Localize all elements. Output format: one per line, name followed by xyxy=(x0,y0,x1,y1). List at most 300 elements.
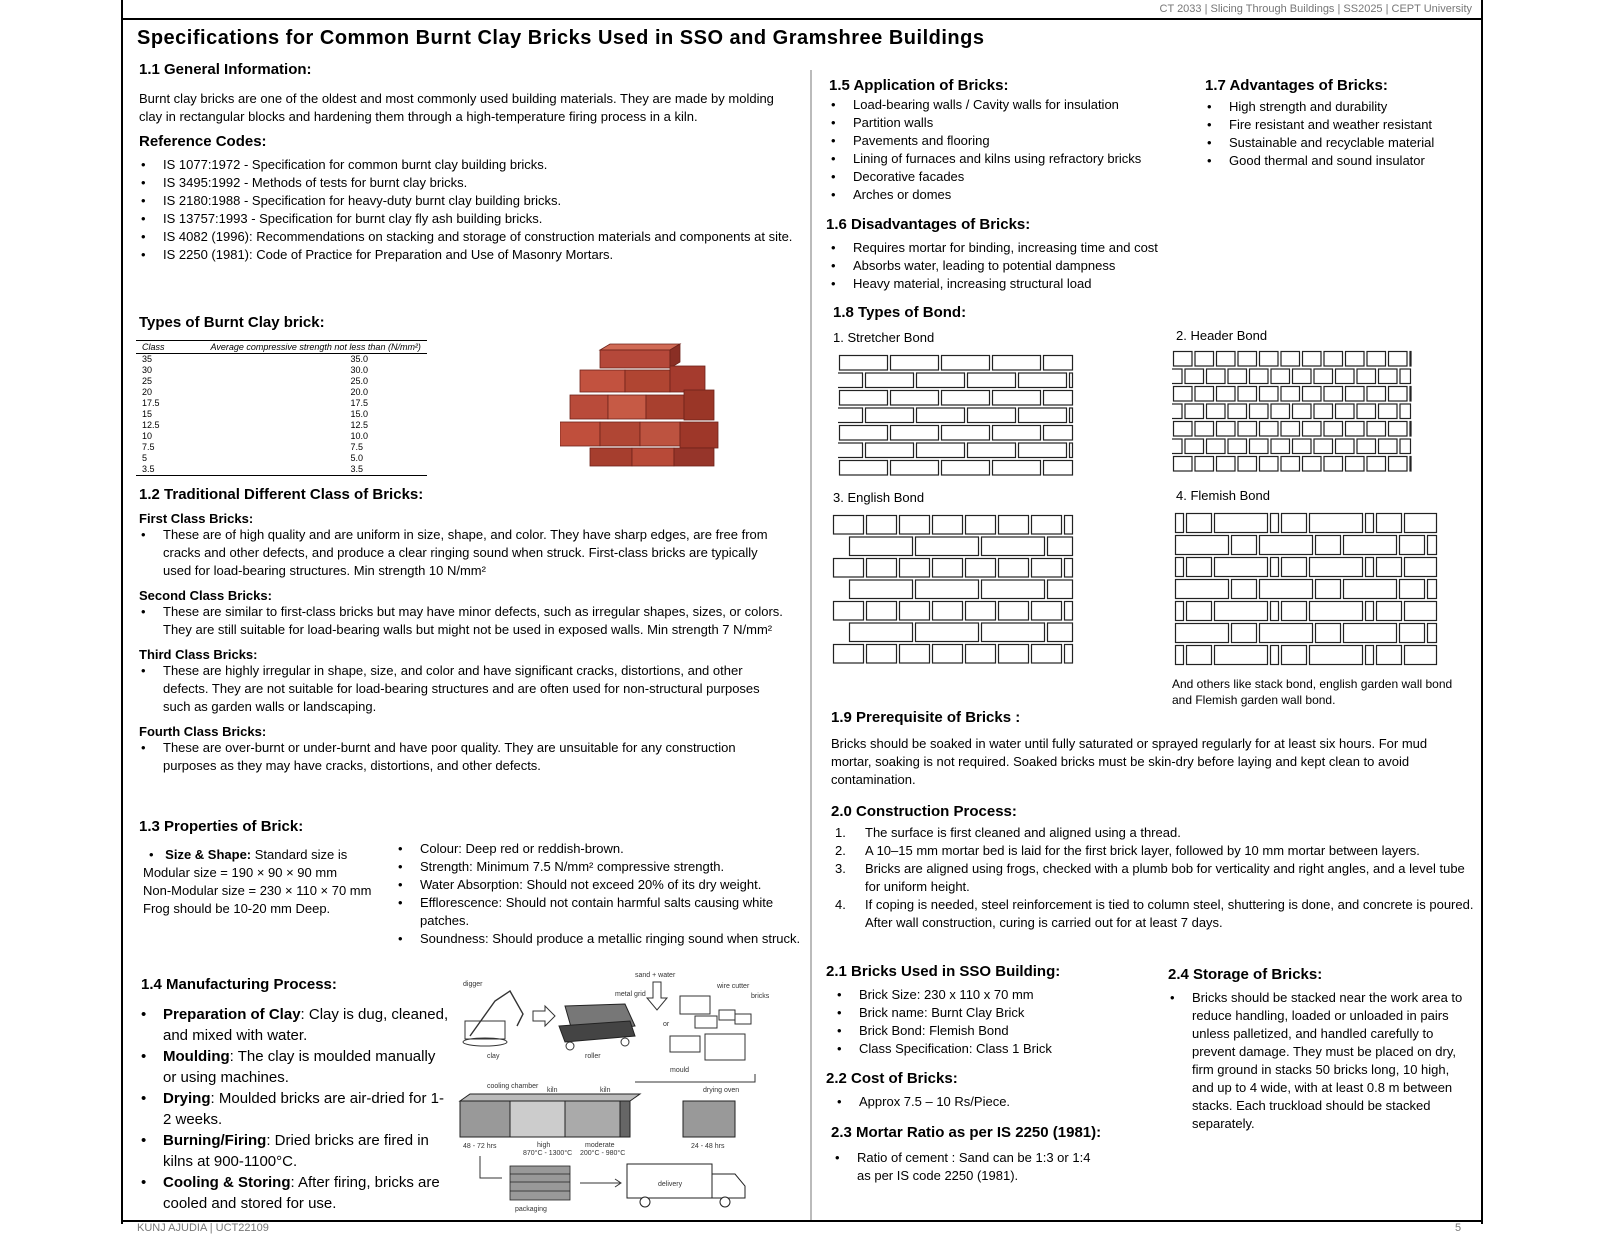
brick xyxy=(933,645,963,664)
manufacturing-diagram xyxy=(455,966,795,1218)
brick xyxy=(1271,646,1279,665)
brick xyxy=(838,408,863,423)
section-disadvantages xyxy=(826,216,1229,293)
section-manufacturing xyxy=(141,976,337,993)
brick xyxy=(840,391,888,406)
class-cell: 35 xyxy=(142,354,153,364)
sso-bricks-list xyxy=(835,986,1135,1058)
brick xyxy=(1187,514,1212,533)
brick xyxy=(982,580,1045,599)
table-row xyxy=(136,453,427,464)
step-number: 4. xyxy=(835,897,846,912)
brick xyxy=(1400,624,1425,643)
brick xyxy=(916,537,979,556)
label-delivery: delivery xyxy=(658,1181,683,1188)
property-item: • Water Absorption: Should not exceed 20% of its dry weight. xyxy=(396,876,804,894)
class-strength-table xyxy=(136,340,427,476)
brick xyxy=(891,391,939,406)
section-bonds xyxy=(833,304,966,321)
class-cell: 12.5 xyxy=(142,420,160,430)
types-heading-text: Types of Burnt Clay brick: xyxy=(139,314,325,331)
brick xyxy=(1176,536,1229,555)
label-or: or xyxy=(663,1021,670,1028)
brick xyxy=(1410,387,1411,402)
cost-list xyxy=(835,1093,1135,1111)
bond-label-header: 2. Header Bond xyxy=(1176,328,1268,343)
brick-pile-image xyxy=(560,340,730,470)
strength-cell: 35.0 xyxy=(350,354,369,364)
brick xyxy=(1260,422,1279,437)
step-label: Cooling & Storing xyxy=(163,1174,291,1191)
brick xyxy=(1293,404,1312,419)
brick xyxy=(1260,387,1279,402)
label-drying-oven: drying oven xyxy=(703,1087,740,1094)
brick xyxy=(1250,439,1269,454)
class-cell: 20 xyxy=(142,387,153,397)
class-cell: 25 xyxy=(142,376,153,386)
brick xyxy=(1310,514,1363,533)
section-heading: 1.1 General Information: xyxy=(139,61,312,78)
step-text: : Moulded bricks are air-dried for 1-2 weeks. xyxy=(163,1090,444,1128)
brick xyxy=(1271,404,1290,419)
label-high: high xyxy=(537,1142,551,1149)
brick xyxy=(1232,624,1257,643)
brick xyxy=(1366,646,1374,665)
brick xyxy=(917,408,965,423)
class-cell: 7.5 xyxy=(142,442,155,452)
size-shape-value: Standard size is xyxy=(254,847,348,862)
brick xyxy=(1044,426,1073,441)
step-text: Bricks are aligned using frogs, checked with a plumb bob for verticality and right angles, and a level tube for uniform height. xyxy=(865,861,1465,894)
brick xyxy=(840,461,888,476)
brick xyxy=(1379,369,1398,384)
brick xyxy=(1367,352,1386,367)
brick xyxy=(1281,422,1300,437)
section-heading: 2.2 Cost of Bricks: xyxy=(826,1070,958,1087)
class-cell: 10 xyxy=(142,431,153,441)
brick xyxy=(866,408,914,423)
brick xyxy=(1379,439,1398,454)
step-number: 1. xyxy=(835,825,846,840)
brick xyxy=(1187,646,1212,665)
brick xyxy=(1316,624,1341,643)
application-item: • Partition walls xyxy=(829,114,1189,132)
step-text: If coping is needed, steel reinforcement is tied to column steel, shuttering is done, and concrete is poured. After wall construction, curing is carried out for at least 7 days. xyxy=(865,897,1474,930)
brick xyxy=(1195,422,1214,437)
step-text: A 10–15 mm mortar bed is laid for the first brick layer, followed by 10 mm mortar between layers. xyxy=(865,843,1420,858)
storage-item: • Bricks should be stacked near the work area to reduce handling, loaded or unloaded in pairs unless palletized, and handled carefully to prevent damage. They must be placed on dry, firm ground in stacks 50 bricks long, 10 high, and up to 4 wide, with at least 0.8 m between stacks. Each truckload should be stacked separately. xyxy=(1168,989,1468,1133)
brick xyxy=(1215,646,1268,665)
section-prerequisite xyxy=(831,709,1471,789)
brick xyxy=(1271,439,1290,454)
brick xyxy=(1217,387,1236,402)
brick xyxy=(966,559,996,578)
brick xyxy=(1324,352,1343,367)
brick xyxy=(1176,646,1184,665)
brick-class-text: • These are highly irregular in shape, size, and color and have significant cracks, distortions, and other defects. They are not suitable for load-bearing structures and are often used for non-structural purposes such as garden walls or landscaping. xyxy=(139,662,789,716)
brick xyxy=(1282,514,1307,533)
brick xyxy=(1217,422,1236,437)
brick xyxy=(867,559,897,578)
table-row xyxy=(136,431,427,442)
brick xyxy=(1366,514,1374,533)
brick xyxy=(1346,422,1365,437)
brick xyxy=(993,426,1041,441)
brick xyxy=(1174,422,1193,437)
brick xyxy=(1357,404,1376,419)
brick xyxy=(900,559,930,578)
strength-cell: 7.5 xyxy=(350,442,364,452)
brick xyxy=(1207,439,1226,454)
section-class-of-bricks xyxy=(139,486,789,775)
brick xyxy=(1344,536,1397,555)
brick xyxy=(1044,391,1073,406)
mortar-list xyxy=(833,1149,1103,1185)
construction-step xyxy=(831,824,1476,842)
english-bond-diagram xyxy=(832,514,1074,670)
brick xyxy=(1324,457,1343,472)
brick xyxy=(1172,369,1182,384)
brick xyxy=(1207,369,1226,384)
class-cell: 17.5 xyxy=(142,398,160,408)
brick xyxy=(1379,404,1398,419)
table-header-class: Class xyxy=(136,341,171,354)
class-cell: 5 xyxy=(142,453,148,463)
step-label: Moulding xyxy=(163,1048,230,1065)
brick xyxy=(1400,439,1411,454)
brick xyxy=(1019,373,1067,388)
section-heading: 1.4 Manufacturing Process: xyxy=(141,976,337,993)
header-bond-diagram xyxy=(1172,350,1412,474)
storage-list xyxy=(1168,989,1468,1133)
strength-cell: 3.5 xyxy=(171,464,427,476)
brick xyxy=(1228,369,1247,384)
brick xyxy=(1065,559,1073,578)
label-high-temp: 870°C - 1300°C xyxy=(523,1150,573,1157)
label-moderate: moderate xyxy=(585,1142,615,1149)
disadvantages-list xyxy=(829,239,1229,293)
section-heading: 2.1 Bricks Used in SSO Building: xyxy=(826,963,1061,980)
brick xyxy=(1405,602,1437,621)
page-header: CT 2033 | Slicing Through Buildings | SS2025 | CEPT University xyxy=(1159,3,1472,15)
brick xyxy=(1250,404,1269,419)
brick xyxy=(900,516,930,535)
brick xyxy=(900,602,930,621)
brick xyxy=(942,461,990,476)
brick xyxy=(1260,457,1279,472)
label-moderate-temp: 200°C - 980°C xyxy=(580,1150,626,1157)
brick xyxy=(993,391,1041,406)
brick xyxy=(1176,558,1184,577)
mortar-item: • Ratio of cement : Sand can be 1:3 or 1:4 as per IS code 2250 (1981). xyxy=(833,1149,1103,1185)
strength-cell: 12.5 xyxy=(350,420,369,430)
brick xyxy=(1185,404,1204,419)
brick xyxy=(1232,536,1257,555)
brick xyxy=(1260,352,1279,367)
brick xyxy=(1195,457,1214,472)
brick xyxy=(1185,439,1204,454)
label-kiln-2: kiln xyxy=(600,1087,611,1094)
brick xyxy=(838,443,863,458)
brick xyxy=(942,356,990,371)
brick xyxy=(933,559,963,578)
brick xyxy=(1065,645,1073,664)
reference-code-item: • IS 2250 (1981): Code of Practice for Preparation and Use of Masonry Mortars. xyxy=(139,246,804,264)
brick xyxy=(1346,352,1365,367)
brick xyxy=(1044,461,1073,476)
table-row xyxy=(136,420,427,431)
reference-codes-list xyxy=(139,156,804,264)
brick xyxy=(1065,602,1073,621)
brick xyxy=(1377,646,1402,665)
brick xyxy=(966,602,996,621)
brick xyxy=(999,559,1029,578)
brick xyxy=(866,443,914,458)
brick xyxy=(999,602,1029,621)
disadvantage-item: • Heavy material, increasing structural load xyxy=(829,275,1229,293)
stretcher-bond-diagram xyxy=(838,354,1074,478)
label-clay: clay xyxy=(487,1053,500,1060)
brick xyxy=(1070,373,1073,388)
brick xyxy=(1357,439,1376,454)
brick xyxy=(1232,580,1257,599)
brick xyxy=(1282,558,1307,577)
advantage-item: • High strength and durability xyxy=(1205,98,1465,116)
general-info-text: Burnt clay bricks are one of the oldest and most commonly used building materials. They are made by molding clay in rectangular blocks and hardening them through a high-temperature firing process in a kiln. xyxy=(139,91,774,124)
brick xyxy=(867,645,897,664)
step-number: 2. xyxy=(835,843,846,858)
brick xyxy=(1314,439,1333,454)
brick xyxy=(1303,457,1322,472)
section-heading: 2.4 Storage of Bricks: xyxy=(1168,966,1323,983)
brick xyxy=(1260,536,1313,555)
brick xyxy=(933,516,963,535)
brick xyxy=(838,373,863,388)
brick-class-description xyxy=(139,662,789,716)
brick xyxy=(1316,536,1341,555)
table-row xyxy=(136,398,427,409)
brick xyxy=(1400,536,1425,555)
brick xyxy=(1310,558,1363,577)
brick xyxy=(1281,387,1300,402)
bond-label-english: 3. English Bond xyxy=(833,490,925,505)
manufacturing-step xyxy=(139,1004,449,1046)
brick xyxy=(1336,369,1355,384)
brick xyxy=(982,623,1045,642)
brick xyxy=(1405,646,1437,665)
brick xyxy=(1228,439,1247,454)
section-heading: 1.8 Types of Bond: xyxy=(833,304,967,321)
property-item: • Soundness: Should produce a metallic ringing sound when struck. xyxy=(396,930,804,948)
section-heading: 1.5 Application of Bricks: xyxy=(829,77,1009,94)
property-item: • Strength: Minimum 7.5 N/mm² compressive strength. xyxy=(396,858,804,876)
label-time-2: 24 - 48 hrs xyxy=(691,1143,725,1150)
bond-label-stretcher: 1. Stretcher Bond xyxy=(833,330,935,345)
brick xyxy=(982,537,1045,556)
brick xyxy=(1228,404,1247,419)
construction-step xyxy=(831,860,1476,896)
step-text: : After firing, bricks are cooled and stored for use. xyxy=(163,1174,440,1212)
brick-class-description xyxy=(139,739,789,775)
property-item: • Efflorescence: Should not contain harmful salts causing white patches. xyxy=(396,894,804,930)
manufacturing-step xyxy=(139,1088,449,1130)
brick xyxy=(1070,408,1073,423)
table-row xyxy=(136,376,427,387)
brick xyxy=(1215,514,1268,533)
brick xyxy=(1336,404,1355,419)
section-sso-bricks xyxy=(826,963,1135,1058)
brick xyxy=(1405,514,1437,533)
section-heading: 1.9 Prerequisite of Bricks : xyxy=(831,709,1021,726)
section-storage xyxy=(1168,966,1468,1133)
brick xyxy=(1346,387,1365,402)
application-item: • Arches or domes xyxy=(829,186,1189,204)
brick xyxy=(1367,422,1386,437)
section-heading: 1.6 Disadvantages of Bricks: xyxy=(826,216,1031,233)
section-heading: 1.2 Traditional Different Class of Bricks: xyxy=(139,486,424,503)
brick xyxy=(942,426,990,441)
brick xyxy=(1238,457,1257,472)
strength-cell: 30.0 xyxy=(350,365,369,375)
section-heading: 1.3 Properties of Brick: xyxy=(139,818,304,835)
step-number: 3. xyxy=(835,861,846,876)
sso-brick-item: • Brick Size: 230 x 110 x 70 mm xyxy=(835,986,1135,1004)
brick xyxy=(1176,624,1229,643)
label-mould: mould xyxy=(670,1067,690,1074)
manufacturing-step xyxy=(139,1172,449,1214)
brick xyxy=(891,461,939,476)
brick xyxy=(1366,558,1374,577)
reference-code-item: • IS 4082 (1996): Recommendations on stacking and storage of construction materials and components at site. xyxy=(139,228,804,246)
advantage-item: • Fire resistant and weather resistant xyxy=(1205,116,1465,134)
label-packaging: packaging xyxy=(515,1206,547,1213)
brick xyxy=(1389,352,1408,367)
brick xyxy=(993,461,1041,476)
class-cell: 30 xyxy=(142,365,153,375)
label-roller: roller xyxy=(585,1053,601,1060)
brick xyxy=(1336,439,1355,454)
section-mortar xyxy=(831,1124,1103,1185)
disadvantage-item: • Absorbs water, leading to potential dampness xyxy=(829,257,1229,275)
brick xyxy=(933,602,963,621)
brick xyxy=(891,356,939,371)
section-heading: 2.3 Mortar Ratio as per IS 2250 (1981): xyxy=(831,1124,1102,1141)
step-text: : Dried bricks are fired in kilns at 900-1100°C. xyxy=(163,1132,429,1170)
construction-steps xyxy=(831,824,1476,932)
brick xyxy=(1410,352,1411,367)
brick xyxy=(866,373,914,388)
brick xyxy=(1176,514,1184,533)
advantage-item: • Sustainable and recyclable material xyxy=(1205,134,1465,152)
brick xyxy=(1174,387,1193,402)
brick xyxy=(1377,558,1402,577)
brick xyxy=(1238,422,1257,437)
brick xyxy=(917,443,965,458)
brick xyxy=(1357,369,1376,384)
bond-label-flemish: 4. Flemish Bond xyxy=(1176,488,1270,503)
brick xyxy=(1367,457,1386,472)
brick-class-name: Fourth Class Bricks: xyxy=(139,724,267,739)
brick xyxy=(1172,439,1182,454)
brick xyxy=(1065,516,1073,535)
construction-step xyxy=(831,842,1476,860)
brick xyxy=(1176,602,1184,621)
brick xyxy=(1346,457,1365,472)
advantage-item: • Good thermal and sound insulator xyxy=(1205,152,1465,170)
brick xyxy=(1410,422,1411,437)
brick xyxy=(993,356,1041,371)
brick xyxy=(1032,559,1062,578)
brick xyxy=(1389,457,1408,472)
brick xyxy=(1410,457,1411,472)
brick-class-text: • These are similar to first-class bricks but may have minor defects, such as irregular shapes, sizes, or colors. They are still suitable for load-bearing walls but might not be used in exposed walls. Min strength 7 N/mm² xyxy=(139,603,789,639)
brick xyxy=(999,516,1029,535)
table-row xyxy=(136,464,427,476)
brick xyxy=(1048,580,1073,599)
brick xyxy=(1324,387,1343,402)
brick xyxy=(1310,646,1363,665)
step-text: : Clay is dug, cleaned, and mixed with water. xyxy=(163,1006,449,1044)
properties-list xyxy=(396,840,804,948)
brick xyxy=(1303,387,1322,402)
brick xyxy=(850,537,913,556)
brick-class-description xyxy=(139,526,789,580)
table-row xyxy=(136,365,427,376)
label-metal-grid: metal grid xyxy=(615,991,646,998)
brick xyxy=(1377,514,1402,533)
brick-class-description xyxy=(139,603,789,639)
brick xyxy=(867,602,897,621)
brick xyxy=(1282,646,1307,665)
brick xyxy=(850,580,913,599)
brick xyxy=(1282,602,1307,621)
class-cell: 15 xyxy=(142,409,153,419)
brick xyxy=(834,645,864,664)
brick xyxy=(900,645,930,664)
size-line: Modular size = 190 × 90 × 90 mm xyxy=(143,865,338,880)
brick xyxy=(1260,624,1313,643)
size-shape-label: Size & Shape: xyxy=(165,847,252,862)
cost-item: • Approx 7.5 – 10 Rs/Piece. xyxy=(835,1093,1135,1111)
footer-author: KUNJ AJUDIA | UCT22109 xyxy=(137,1222,269,1234)
strength-cell: 25.0 xyxy=(350,376,369,386)
brick xyxy=(1070,443,1073,458)
section-general-info xyxy=(139,61,799,264)
brick xyxy=(1172,404,1182,419)
section-heading: 2.0 Construction Process: xyxy=(831,803,1017,820)
sso-brick-item: • Class Specification: Class 1 Brick xyxy=(835,1040,1135,1058)
brick xyxy=(1217,352,1236,367)
table-row xyxy=(136,409,427,420)
brick xyxy=(1303,422,1322,437)
step-label: Preparation of Clay xyxy=(163,1006,301,1023)
manufacturing-steps xyxy=(139,1004,449,1214)
size-line: Frog should be 10-20 mm Deep. xyxy=(143,901,331,916)
brick-class-text: • These are over-burnt or under-burnt and have poor quality. They are unsuitable for any construction purposes as they may have cracks, distortions, and other defects. xyxy=(139,739,789,775)
brick xyxy=(966,645,996,664)
brick xyxy=(1032,602,1062,621)
label-cooling-chamber: cooling chamber xyxy=(487,1083,539,1090)
page-title: Specifications for Common Burnt Clay Bricks Used in SSO and Gramshree Buildings xyxy=(137,27,985,49)
section-application xyxy=(829,77,1189,204)
application-item: • Load-bearing walls / Cavity walls for insulation xyxy=(829,96,1189,114)
flemish-bond-diagram xyxy=(1174,512,1438,672)
brick xyxy=(1271,558,1279,577)
section-construction xyxy=(831,803,1476,932)
brick xyxy=(1215,602,1268,621)
brick xyxy=(891,426,939,441)
brick xyxy=(840,356,888,371)
